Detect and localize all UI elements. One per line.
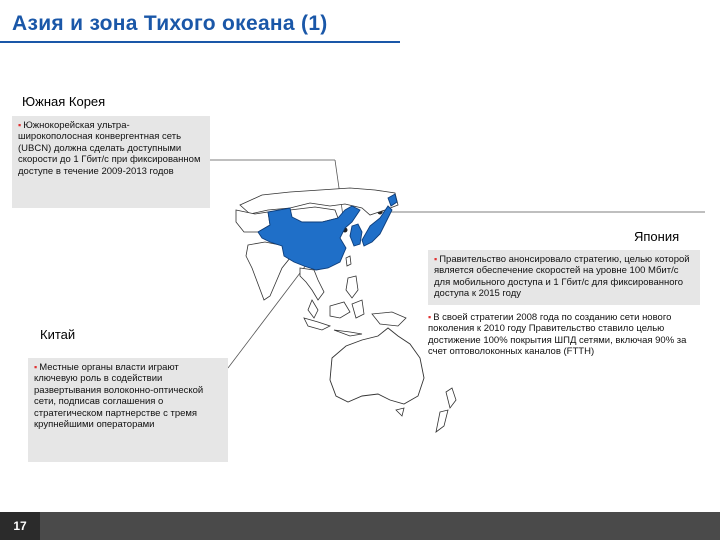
southeast-asia-shape [300, 268, 324, 300]
korea-bullet: ▪ [18, 120, 22, 130]
korea-text: Южнокорейская ультра-широкополосная конвергентная сеть (UBCN) должна сделать доступными скорости до 1 Гбит/с при фиксированном доступе в течение 2009-2013 годов [18, 120, 201, 177]
korea-callout [12, 116, 210, 208]
japan-label: Япония [634, 229, 680, 244]
japan-callout [428, 250, 700, 305]
china-bullet: ▪ [34, 362, 38, 372]
japan-bullet-1: ▪ [434, 254, 438, 264]
korea-shape [350, 224, 362, 246]
korea-label: Южная Корея [22, 94, 106, 109]
page-number: 17 [0, 512, 40, 540]
australia-shape [330, 328, 424, 404]
japan-note-2 [428, 312, 700, 358]
new-zealand-shape [446, 388, 456, 408]
china-label: Китай [40, 327, 76, 342]
footer-bar [0, 512, 720, 540]
indonesia-shape [304, 318, 330, 330]
china-text: Местные органы власти играют ключевую роль в содействии развертывания волоконно-оптической сети, подписав соглашения о стратегическом партнерстве с тремя крупнейшими операторами [34, 362, 204, 431]
page-title: Азия и зона Тихого океана (1) [12, 12, 328, 35]
japan-bullet-2: ▪ [428, 312, 432, 322]
japan-text-2: В своей стратегии 2008 года по созданию сети нового поколения к 2010 году Правительство ставило целью достижение 100% покрытия ШПД сетями, включая 90% за счет оптоволоконных каналов (FTTH) [428, 312, 687, 358]
japan-text-1: Правительство анонсировало стратегию, целью которой является обеспечение скоростей на уровне 100 Мбит/с для мобильного доступа и 1 Гбит/с для фиксированного доступа к 2015 году [434, 254, 690, 300]
china-callout [28, 358, 228, 462]
